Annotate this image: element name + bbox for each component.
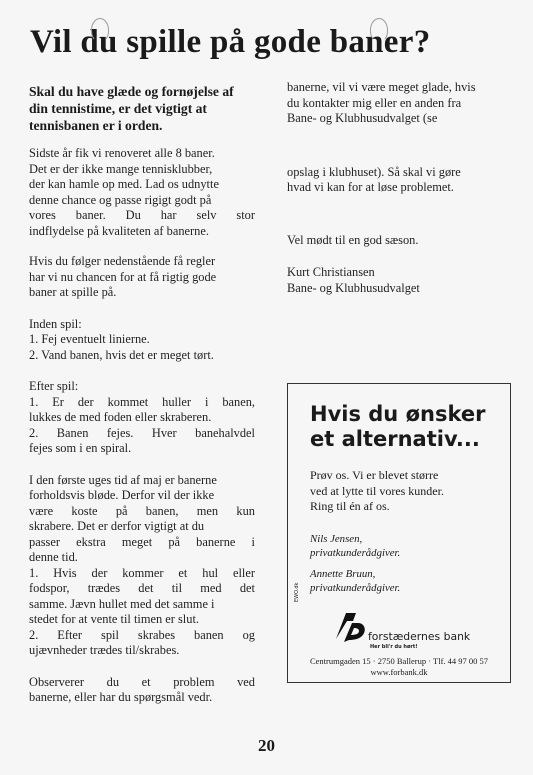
text-line: indflydelse på kvaliteten af banerne. [29,223,209,238]
text-line: 1. Hvis der kommer et hul eller [29,565,255,580]
greeting-text: Vel mødt til en god sæson. [287,232,419,247]
text-line: har vi nu chancen for at få rigtig gode [29,269,217,284]
advisor-name: Nils Jensen, [310,533,363,545]
advisor-title: privatkunderådgiver. [310,582,401,594]
first-weeks-paragraph [29,473,255,659]
binder-hole-icon [370,18,388,42]
bank-tagline: Her bli'r du hørt! [370,644,418,650]
text-line: denne chance og passe rigigt godt på [29,192,212,207]
text-line: skrabere. Det er derfor vigtigt at du [29,519,205,533]
text-line: Sidste år fik vi renoveret alle 8 baner. [29,146,215,160]
list-heading: Efter spil: [29,379,79,393]
list-item: 1. Er der kommet huller i banen, [29,394,255,409]
list-item: lukkes de med foden eller skraberen. [29,410,212,424]
bank-advertisement [287,383,511,683]
page-title: Vil du spille på gode baner? [30,24,431,60]
list-item: 2. Banen fejes. Hver banehalvdel [29,425,255,440]
text-line: samme. Jævn hullet med det samme i [29,596,215,611]
intro-paragraph [29,146,255,239]
ad-headline: Hvis du ønsker et alternativ... [310,402,486,451]
text-line: passer ekstra meget på banerne i [29,534,255,549]
text-line: fodspor, trædes det til med det [29,581,255,595]
advisor-signature [310,567,400,595]
text-line: der kan hamle op med. Lad os udnytte [29,177,219,191]
text-line: Det er der ikke mange tennisklubber, [29,161,213,176]
lede-paragraph: Skal du have glæde og fornøjelse af din tennistime, er det vigtigt at tennisbanen er i orden. [29,84,234,133]
text-line: være koste på banen, men kun [29,503,255,518]
text-line: banerne, vil vi være meget glade, hvis [287,80,476,94]
bank-website: www.forbank.dk [370,667,428,677]
list-item: fejes som i en spiral. [29,441,132,455]
page-number: 20 [258,736,275,755]
binder-hole-icon [91,18,109,42]
text-line: ved at lytte til vores kunder. [310,483,444,498]
after-play-list [29,379,255,457]
list-item: 1. Fej eventuelt linierne. [29,332,150,346]
text-line: vores baner. Du har selv stor [29,208,255,222]
advisor-name: Annette Bruun, [310,568,376,580]
text-line: hvad vi kan for at løse problemet. [287,180,454,194]
before-play-list [29,317,255,364]
advisor-signature [310,532,400,560]
list-item: 2. Vand banen, hvis det er meget tørt. [29,347,214,362]
bank-name: forstædernes bank [368,630,471,643]
text-line: denne tid. [29,550,78,564]
text-line: baner at spille på. [29,285,117,299]
text-line: Hvis du følger nedenstående få regler [29,254,216,268]
signer-name: Kurt Christiansen [287,265,375,279]
text-line: Ring til én af os. [310,499,390,513]
right-column [287,80,509,296]
text-line: forholdsvis bløde. Derfor vil der ikke [29,488,215,502]
text-line: ujævnheder trædes til/skrabes. [29,643,180,657]
text-line: stedet for at vente til timen er slut. [29,612,199,626]
text-line: banerne, eller har du spørgsmål vedr. [29,690,213,704]
text-line: Observerer du et problem ved [29,674,255,689]
text-line: I den første uges tid af maj er banerne [29,472,217,487]
advisor-title: privatkunderådgiver. [310,547,401,559]
ad-body [310,468,500,515]
text-line: du kontakter mig eller en anden fra [287,95,462,110]
bank-logo-icon [332,609,368,645]
text-line: Bane- og Klubhusudvalget (se [287,111,438,125]
bank-contact [288,656,510,678]
bank-address: Centrumgaden 15 · 2750 Ballerup · Tlf. 44 97 00 57 [309,656,489,666]
text-line: opslag i klubhuset). Så skal vi gøre [287,164,461,179]
list-heading: Inden spil: [29,316,82,331]
ewo-credit: EWO.dk [294,582,300,602]
text-line: 2. Efter spil skrabes banen og [29,627,255,642]
committee-name: Bane- og Klubhusudvalget [287,280,420,295]
rules-intro-paragraph [29,254,255,301]
closing-paragraph [29,675,255,706]
left-column [29,146,255,706]
text-line: Prøv os. Vi er blevet større [310,468,439,482]
